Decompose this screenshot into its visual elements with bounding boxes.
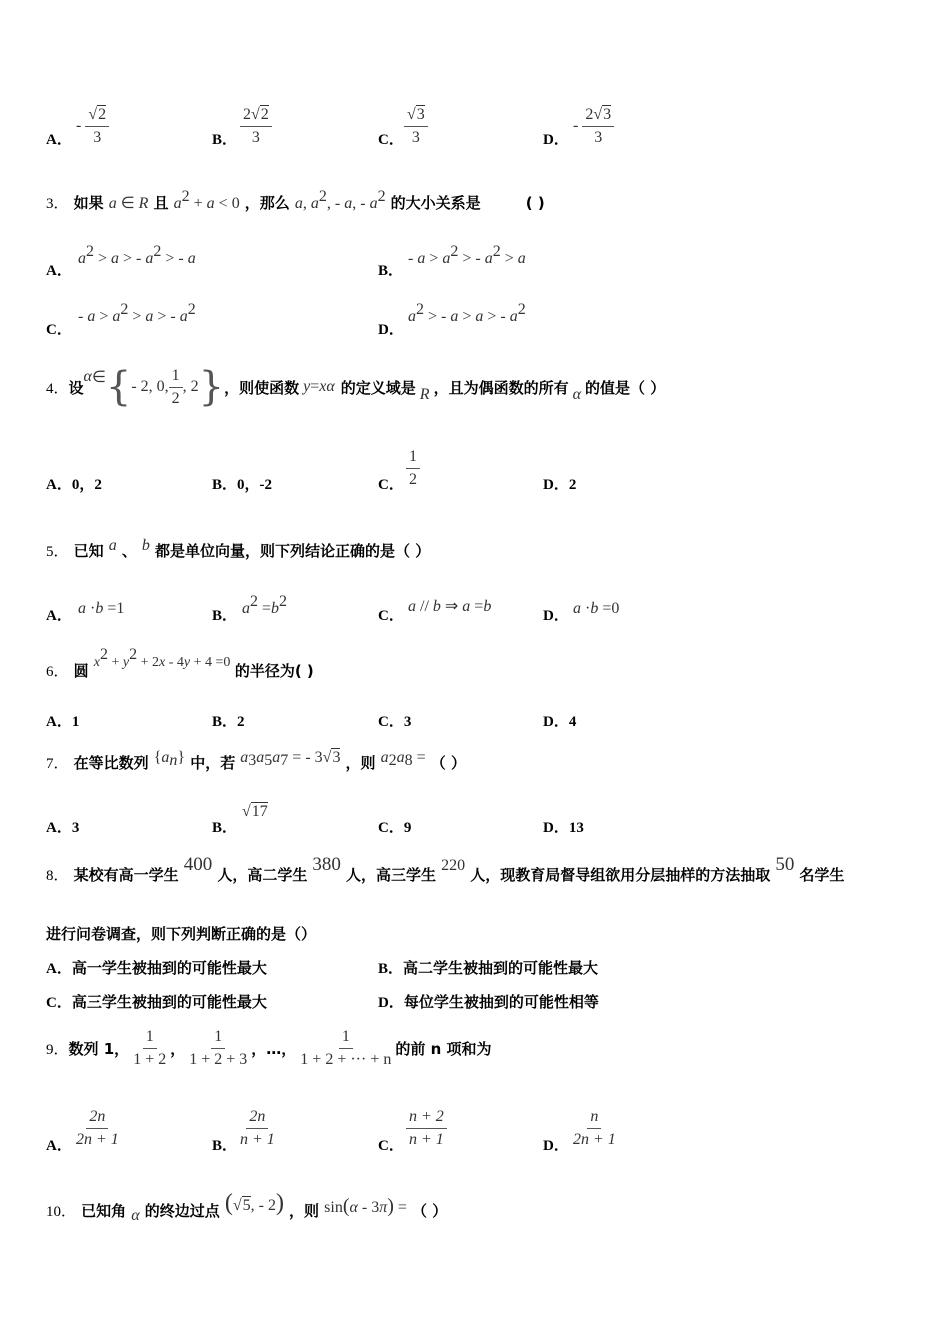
q2-option-d-label: D．: [543, 132, 569, 148]
q5-stem: 5． 已知 a 、 b 都是单位向量，则下列结论正确的是（ ）: [46, 537, 431, 560]
q7-option-b-label: B．: [212, 820, 238, 836]
q5-option-c-expr: a // b ⇒ a =b: [408, 598, 492, 615]
q5-option-a-label: A．: [46, 608, 72, 624]
q9-stem: 9． 数列 1， $\frac{1}{1 + 2}$ ， $\frac{1}{1 + 2 + 3}$ ，…， $\frac{1}{1 + 2 + \cdot\cdot\cdot + n}$ 的前 n 项和为: [46, 1027, 492, 1068]
q2-option-a-label: A．: [46, 132, 72, 148]
q8-option-c: C．高三学生被抽到的可能性最大: [46, 993, 267, 1011]
q9-option-d-label: D．: [543, 1138, 569, 1154]
q3-option-b-label: B．: [378, 263, 404, 279]
q4-option-c-value: $\frac{1}{2}$: [406, 448, 420, 488]
q4-option-a: A．0，2: [46, 477, 102, 493]
q8-stem: 8． 某校有高一学生 400 人，高二学生 380 人，高三学生 220 人，现教育局督导组欲用分层抽样的方法抽取 50 名学生: [46, 854, 845, 884]
q8-option-a: A．高一学生被抽到的可能性最大: [46, 959, 267, 977]
q4-option-d: D．2: [543, 477, 577, 493]
q3-option-d-label: D．: [378, 322, 404, 338]
q9-option-c-value: $\frac{n + 2}{n + 1}$: [406, 1108, 447, 1148]
q3-option-a-label: A．: [46, 263, 72, 279]
q3-option-a-expr: $a^2 > a$ > - $a^2$ > - a: [78, 243, 196, 267]
q4-option-c-label: C．: [378, 477, 404, 493]
q8-stem-line2: 进行问卷调查，则下列判断正确的是（）: [46, 925, 317, 943]
q8-option-b: B．高二学生被抽到的可能性最大: [378, 959, 599, 977]
q9-option-c-label: C．: [378, 1138, 404, 1154]
q5-option-b-label: B．: [212, 608, 238, 624]
q7-option-a: A．3: [46, 820, 80, 836]
q5-option-b-expr: $a^2 =b^2$: [242, 593, 288, 617]
q5-option-c-label: C．: [378, 608, 404, 624]
q7-stem: 7． 在等比数列 $\{a_n\}$ 中，若 $a_3a_5a_7$ = - 3√3 ，则 $a_2a_8$ = （ ）: [46, 749, 466, 772]
q7-option-c: C．9: [378, 820, 412, 836]
q2-option-b-value: $\frac{2√2}{3}$: [240, 106, 272, 146]
q9-option-a-label: A．: [46, 1138, 72, 1154]
q5-option-a-expr: a ·b =1: [78, 600, 125, 617]
q6-option-d: D．4: [543, 714, 577, 730]
q3-option-c-expr: - $a > a^2 > a$ > - $a^2$: [78, 301, 196, 325]
q3-option-c-label: C．: [46, 322, 72, 338]
q6-option-a: A．1: [46, 714, 80, 730]
q4-option-b: B．0，-2: [212, 477, 273, 493]
q7-option-b-value: √17: [242, 803, 268, 820]
q7-option-d: D．13: [543, 820, 584, 836]
q6-option-b: B．2: [212, 714, 245, 730]
q9-option-a-value: $\frac{2n}{2n + 1}$: [76, 1108, 119, 1148]
q2-option-c-label: C．: [378, 132, 404, 148]
q6-option-c: C．3: [378, 714, 412, 730]
q2-option-c-value: $\frac{√3}{3}$: [404, 106, 428, 146]
q2-option-b-label: B．: [212, 132, 238, 148]
q5-option-d-label: D．: [543, 608, 569, 624]
q9-option-b-value: $\frac{2n}{n + 1}$: [240, 1108, 275, 1148]
q9-option-b-label: B．: [212, 1138, 238, 1154]
q10-stem: 10． 已知角 α 的终边过点 (√5, - 2) ，则 sin(α - 3π) = （ ）: [46, 1190, 448, 1224]
q8-option-d: D．每位学生被抽到的可能性相等: [378, 993, 599, 1011]
q3-stem: 3． 如果 a ∈ R 且 $a^2 + a < 0$ ，那么 a, $a^2$, - a, - $a^2$ 的大小关系是 ( ): [46, 188, 545, 212]
q3-option-b-expr: - $a > a^2$ > - $a^2 > a$: [408, 243, 526, 267]
q9-option-d-value: $\frac{n}{2n + 1}$: [573, 1108, 616, 1148]
q5-option-d-expr: a ·b =0: [573, 600, 620, 617]
q2-option-d-value: - $\frac{2√3}{3}$: [573, 106, 614, 146]
q4-stem: 4． 设 α ∈ { - 2, 0, $\frac{1}{2}$ , 2 } ，则使函数 y = x α 的定义域是 R ，且为偶函数的所有 α 的值是（ ）: [46, 364, 666, 410]
q2-option-a-value: - $\frac{√2}{3}$: [76, 106, 109, 146]
q3-option-d-expr: $a^2$ > - a > a > - $a^2$: [408, 301, 526, 325]
q6-stem: 6． 圆 $x^2 + y^2 + 2x - 4y + 4 =0$ 的半径为( ): [46, 646, 314, 680]
